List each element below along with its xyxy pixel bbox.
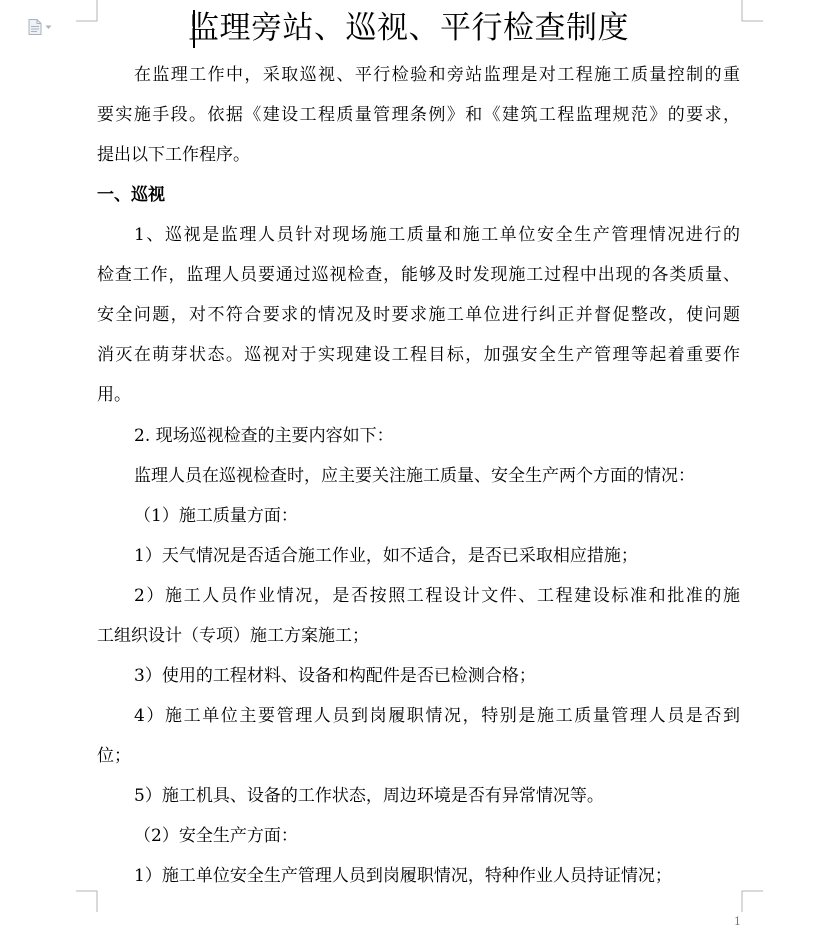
inspection-focus-text[interactable]: 监理人员在巡视检查时，应主要关注施工质量、安全生产两个方面的情况： bbox=[134, 466, 695, 486]
quality-item-4-line-1[interactable]: 4）施工单位主要管理人员到岗履职情况，特别是施工质量管理人员是否到 bbox=[134, 706, 740, 726]
patrol-definition-line-1[interactable]: 1、巡视是监理人员针对现场施工质量和施工单位安全生产管理情况进行的 bbox=[134, 225, 740, 245]
quality-item-1[interactable]: 1）天气情况是否适合施工作业，如不适合，是否已采取相应措施； bbox=[134, 546, 638, 566]
inspection-content-intro[interactable]: 2. 现场巡视检查的主要内容如下： bbox=[134, 426, 394, 446]
corner-mark-bottom-left bbox=[76, 890, 98, 912]
quality-item-2-line-2[interactable]: 工组织设计（专项）施工方案施工； bbox=[97, 626, 369, 646]
quality-item-3[interactable]: 3）使用的工程材料、设备和构配件是否已检测合格； bbox=[134, 666, 536, 686]
document-title[interactable]: 监理旁站、巡视、平行检查制度 bbox=[188, 10, 629, 46]
intro-line-2[interactable]: 要实施手段。依据《建设工程质量管理条例》和《建筑工程监理规范》的要求， bbox=[97, 105, 740, 125]
patrol-definition-line-4[interactable]: 消灭在萌芽状态。巡视对于实现建设工程目标，加强安全生产管理等起着重要作 bbox=[97, 345, 740, 365]
intro-line-1[interactable]: 在监理工作中，采取巡视、平行检验和旁站监理是对工程施工质量控制的重 bbox=[134, 65, 740, 85]
patrol-definition-line-2[interactable]: 检查工作，监理人员要通过巡视检查，能够及时发现施工过程中出现的各类质量、 bbox=[97, 265, 740, 285]
quality-item-4-line-2[interactable]: 位； bbox=[97, 746, 131, 766]
quality-item-2-line-1[interactable]: 2）施工人员作业情况，是否按照工程设计文件、工程建设标准和批准的施 bbox=[134, 586, 740, 606]
intro-line-3[interactable]: 提出以下工作程序。 bbox=[97, 145, 250, 165]
patrol-definition-line-5[interactable]: 用。 bbox=[97, 385, 131, 405]
quality-item-5[interactable]: 5）施工机具、设备的工作状态，周边环境是否有异常情况等。 bbox=[134, 786, 604, 806]
safety-subheading[interactable]: （2）安全生产方面： bbox=[134, 826, 298, 846]
patrol-definition-line-3[interactable]: 安全问题，对不符合要求的情况及时要求施工单位进行纠正并督促整改，使问题 bbox=[97, 305, 740, 325]
corner-mark-bottom-right bbox=[741, 890, 763, 912]
section-heading-patrol[interactable]: 一、巡视 bbox=[97, 185, 165, 205]
safety-item-1[interactable]: 1）施工单位安全生产管理人员到岗履职情况，特种作业人员持证情况； bbox=[134, 866, 672, 886]
page-number: 1 bbox=[734, 915, 741, 928]
quality-subheading[interactable]: （1）施工质量方面： bbox=[134, 506, 298, 526]
